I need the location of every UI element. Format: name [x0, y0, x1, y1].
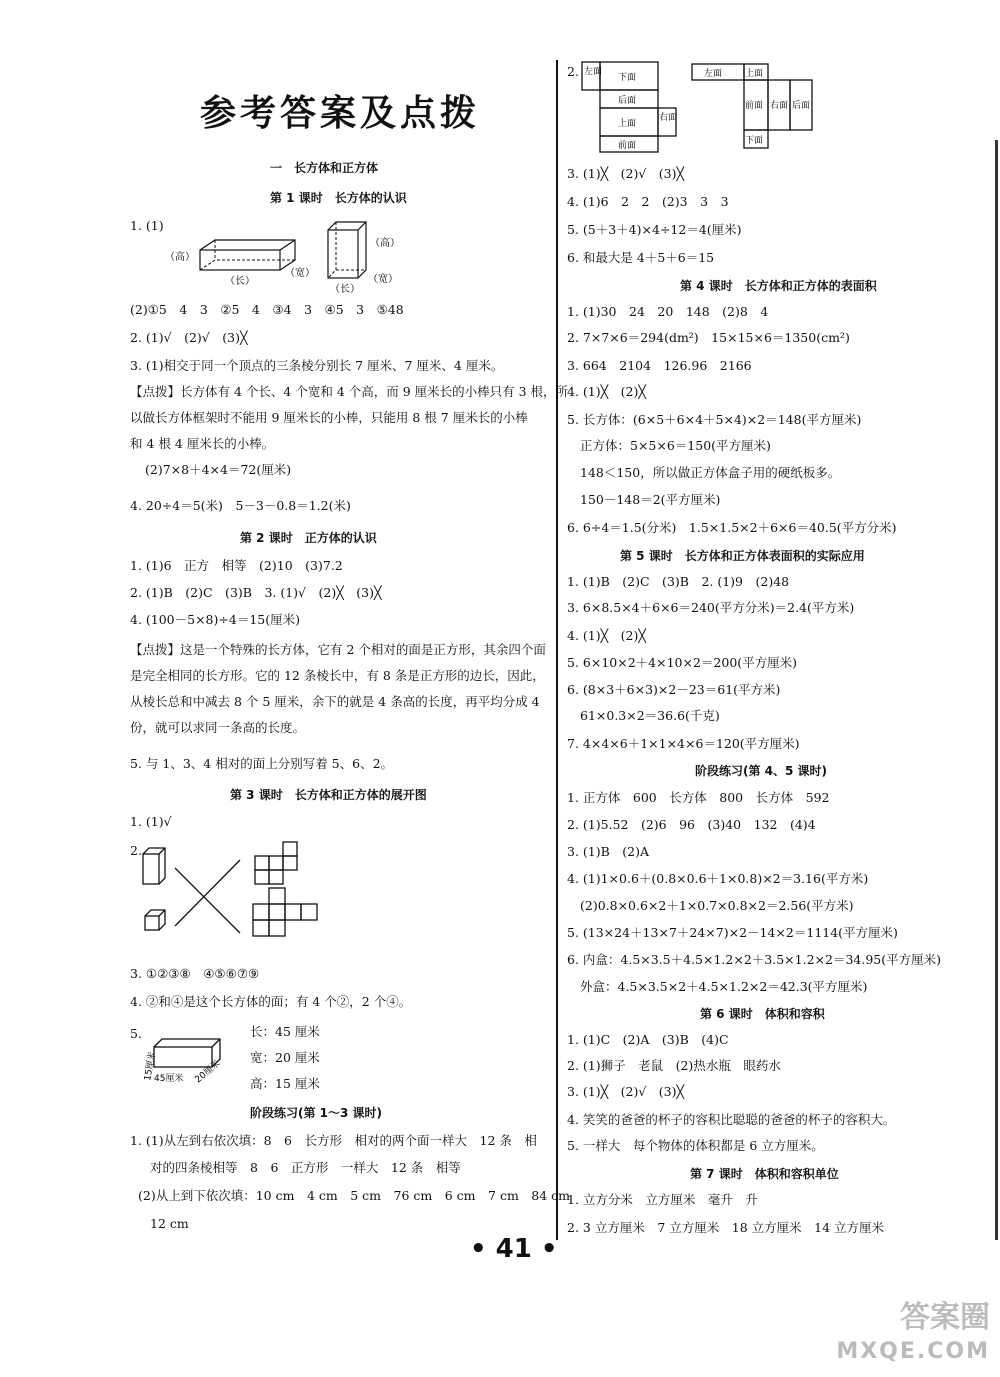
l3-q3: 3. ①②③⑧ ④⑤⑥⑦⑨: [130, 966, 260, 981]
lesson-4-heading: 第 4 课时 长方体和正方体的表面积: [680, 279, 877, 293]
lesson-1-heading: 第 1 课时 长方体的认识: [270, 191, 407, 205]
r-q6: 6. 和最大是 4＋5＋6＝15: [567, 250, 715, 265]
net1-top: 上面: [618, 119, 637, 129]
l6-q3: 3. (1)╳ (2)√ (3)╳: [567, 1084, 685, 1099]
l2-q4: 4. (100－5×8)÷4＝15(厘米): [130, 612, 300, 627]
fig1-high-2: （高）: [370, 238, 400, 249]
page-number: • 41 •: [470, 1234, 558, 1264]
watermark-url: MXQE.COM: [836, 1339, 990, 1364]
page-title: 参考答案及点拨: [200, 93, 481, 134]
net2-top: 上面: [745, 69, 764, 79]
cuboid-figures: [160, 220, 420, 295]
net1-front: 前面: [618, 141, 637, 151]
l5-q3: 3. 6×8.5×4＋6×6＝240(平方分米)＝2.4(平方米): [567, 600, 855, 615]
l5-q7: 7. 4×4×6＋1×1×4×6＝120(平方厘米): [567, 736, 800, 751]
l3-q5-length: 长：45 厘米: [250, 1024, 320, 1039]
l5-q6b: 61×0.3×2＝36.6(千克): [580, 708, 720, 723]
s1-q1d: 12 cm: [150, 1216, 189, 1231]
l2-q5: 5. 与 1、3、4 相对的面上分别写着 5、6、2。: [130, 756, 394, 771]
l3-q5-height: 高：15 厘米: [250, 1076, 320, 1091]
lesson-3-heading: 第 3 课时 长方体和正方体的展开图: [230, 788, 427, 802]
l4-q1: 1. (1)30 24 20 148 (2)8 4: [567, 304, 769, 319]
net2-bottom: 下面: [745, 136, 764, 146]
net2-left: 左面: [704, 69, 723, 79]
unit-heading: 一 长方体和正方体: [270, 161, 379, 175]
watermark: [836, 1301, 990, 1369]
cuboid-dimension-figure: [140, 1025, 250, 1090]
column-divider: [556, 60, 558, 1240]
l5-q5: 5. 6×10×2＋4×10×2＝200(平方厘米): [567, 655, 798, 670]
s2-q4b: (2)0.8×0.6×2＋1×0.7×0.8×2＝2.56(平方米): [580, 898, 854, 913]
watermark-logo: 答案圈: [900, 1300, 990, 1335]
s2-q4a: 4. (1)1×0.6＋(0.8×0.6＋1×0.8)×2＝3.16(平方米): [567, 871, 869, 886]
l4-q5d: 150－148＝2(平方厘米): [580, 492, 721, 507]
lesson-2-heading: 第 2 课时 正方体的认识: [240, 531, 377, 545]
r-q4: 4. (1)6 2 2 (2)3 3 3: [567, 194, 729, 209]
net2-back: 后面: [792, 101, 811, 111]
l4-q5a: 5. 长方体：(6×5＋6×4＋5×4)×2＝148(平方厘米): [567, 412, 862, 427]
l5-q4: 4. (1)╳ (2)╳: [567, 628, 646, 643]
net2-right: 右面: [770, 101, 789, 111]
s2-q1: 1. 正方体 600 长方体 800 长方体 592: [567, 790, 830, 805]
s2-q6a: 6. 内盒：4.5×3.5＋4.5×1.2×2＋3.5×1.2×2＝34.95(平方厘米): [567, 952, 941, 967]
l2-note-1: 【点拨】这是一个特殊的长方体，它有 2 个相对的面是正方形，其余四个面: [130, 642, 546, 657]
lesson-5-heading: 第 5 课时 长方体和正方体表面积的实际应用: [620, 549, 865, 563]
l1-q3b: (2)7×8＋4×4＝72(厘米): [145, 462, 292, 477]
l4-q5b: 正方体：5×5×6＝150(平方厘米): [580, 438, 771, 453]
cuboid-figure-horizontal: [165, 240, 315, 287]
net2-front: 前面: [745, 101, 764, 111]
r-q2: 2.: [567, 64, 579, 79]
r-q3: 3. (1)╳ (2)√ (3)╳: [567, 166, 685, 181]
s2-q2: 2. (1)5.52 (2)6 96 (3)40 132 (4)4: [567, 817, 816, 832]
l6-q2: 2. (1)狮子 老鼠 (2)热水瓶 眼药水: [567, 1058, 781, 1073]
l2-note-3: 从棱长总和中减去 8 个 5 厘米，余下的就是 4 条高的长度，再平均分成 4: [130, 694, 540, 709]
l1-q3-note-1: 【点拨】长方体有 4 个长、4 个宽和 4 个高，而 9 厘米长的小棒只有 3 根，所: [130, 384, 569, 399]
fig1-high: （高）: [165, 252, 195, 263]
stage-1-heading: 阶段练习(第 1～3 课时): [250, 1106, 383, 1120]
l4-q6: 6. 6÷4＝1.5(分米) 1.5×1.5×2＋6×6＝40.5(平方分米): [567, 520, 897, 535]
l6-q1: 1. (1)C (2)A (3)B (4)C: [567, 1032, 729, 1047]
fig1-long: （长）: [225, 276, 255, 287]
lesson-7-heading: 第 7 课时 体积和容积单位: [690, 1167, 839, 1181]
net1-back: 后面: [618, 96, 637, 106]
net1-left: 左面: [584, 67, 603, 77]
l6-q5: 5. 一样大 每个物体的体积都是 6 立方厘米。: [567, 1138, 824, 1153]
l1-q3: 3. (1)相交于同一个顶点的三条棱分别长 7 厘米、7 厘米、4 厘米。: [130, 358, 504, 373]
fig5-height: 15厘米: [143, 1050, 159, 1082]
stage-2-heading: 阶段练习(第 4、5 课时): [695, 764, 828, 778]
l7-q1: 1. 立方分米 立方厘米 毫升 升: [567, 1192, 758, 1207]
s1-q1b: 对的四条棱相等 8 6 正方形 一样大 12 条 相等: [150, 1160, 461, 1175]
l1-q1: 1. (1): [130, 218, 164, 233]
l2-q1: 1. (1)6 正方 相等 (2)10 (3)7.2: [130, 558, 343, 573]
l6-q4: 4. 笑笑的爸爸的杯子的容积比聪聪的爸爸的杯子的容积大。: [567, 1112, 896, 1127]
l4-q3: 3. 664 2104 126.96 2166: [567, 358, 752, 373]
l2-q2: 2. (1)B (2)C (3)B 3. (1)√ (2)╳ (3)╳: [130, 585, 382, 600]
l4-q4: 4. (1)╳ (2)╳: [567, 384, 646, 399]
s2-q6b: 外盒：4.5×3.5×2＋4.5×1.2×2＝42.3(平方厘米): [580, 979, 868, 994]
s2-q5: 5. (13×24＋13×7＋24×7)×2－14×2＝1114(平方厘米): [567, 925, 898, 940]
l2-note-4: 份，就可以求同一条高的长度。: [130, 720, 306, 735]
net-figure-2: [690, 58, 820, 158]
l1-q2: 2. (1)√ (2)√ (3)╳: [130, 330, 248, 345]
s1-q1a: 1. (1)从左到右依次填：8 6 长方形 相对的两个面一样大 12 条 相: [130, 1133, 537, 1148]
fig5-length: 45厘米: [154, 1074, 184, 1084]
l3-q5: 5.: [130, 1026, 142, 1041]
s2-q3: 3. (1)B (2)A: [567, 844, 650, 859]
l7-q2: 2. 3 立方厘米 7 立方厘米 18 立方厘米 14 立方厘米: [567, 1220, 885, 1235]
l1-q1b: (2)①5 4 3 ②5 4 ③4 3 ④5 3 ⑤48: [130, 302, 404, 317]
l4-q5c: 148＜150，所以做正方体盒子用的硬纸板多。: [580, 465, 841, 480]
net-matching-figure: [135, 838, 335, 948]
cuboid-figure-vertical: [328, 222, 400, 295]
l3-q2: 2.: [130, 843, 142, 858]
fig1-wide: （宽）: [285, 268, 315, 279]
l1-q3-note-3: 和 4 根 4 厘米长的小棒。: [130, 436, 275, 451]
s1-q1c: (2)从上到下依次填：10 cm 4 cm 5 cm 76 cm 6 cm 7 cm 84 cm: [138, 1188, 571, 1203]
fig1-long-2: （长）: [330, 284, 360, 295]
l5-q1: 1. (1)B (2)C (3)B 2. (1)9 (2)48: [567, 574, 790, 589]
l3-q4: 4. ②和④是这个长方体的面；有 4 个②，2 个④。: [130, 994, 412, 1009]
l3-q1: 1. (1)√: [130, 814, 172, 829]
net1-right: 右面: [659, 113, 678, 123]
l3-q5-width: 宽：20 厘米: [250, 1050, 320, 1065]
l2-note-2: 是完全相同的长方形。它的 12 条棱长中，有 8 条是正方形的边长，因此，: [130, 668, 545, 683]
l5-q6a: 6. (8×3＋6×3)×2－23＝61(平方米): [567, 682, 781, 697]
r-q5: 5. (5＋3＋4)×4÷12＝4(厘米): [567, 222, 742, 237]
lesson-6-heading: 第 6 课时 体积和容积: [700, 1007, 825, 1021]
l1-q4: 4. 20÷4＝5(米) 5－3－0.8＝1.2(米): [130, 498, 351, 513]
l4-q2: 2. 7×7×6＝294(dm²) 15×15×6＝1350(cm²): [567, 330, 850, 345]
fig1-wide-2: （宽）: [368, 274, 398, 285]
net1-bottom: 下面: [618, 73, 637, 83]
page-edge-line: [995, 140, 998, 1240]
fig5-width: 20厘米: [193, 1058, 223, 1086]
l1-q3-note-2: 以做长方体框架时不能用 9 厘米长的小棒，只能用 8 根 7 厘米长的小棒: [130, 410, 528, 425]
